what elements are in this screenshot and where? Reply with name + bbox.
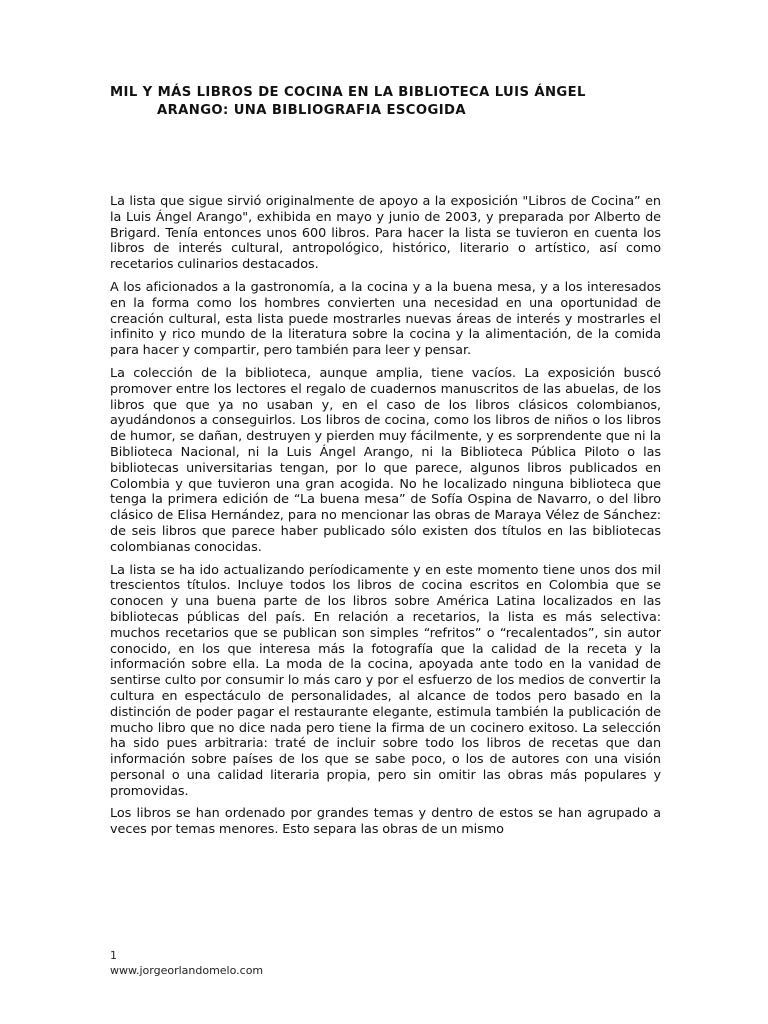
page-footer: [110, 948, 263, 978]
title-line-1: MIL Y MÁS LIBROS DE COCINA EN LA BIBLIOTECA LUIS ÁNGEL: [110, 85, 586, 100]
paragraph-3: La colección de la biblioteca, aunque amplia, tiene vacíos. La exposición buscó promover entre los lectores el regalo de cuadernos manuscritos de las abuelas, de los libros que que ya no usaban y, en el caso de los libros clásicos colombianos, ayudándonos a conseguirlos. Los libros de cocina, como los libros de niños o los libros de humor, se dañan, destruyen y pierden muy fácilmente, y es sorprendente que ni la Biblioteca Nacional, ni la Luis Ángel Arango, ni la Biblioteca Pública Piloto o las bibliotecas universitarias tengan, por lo que parece, algunos libros publicados en Colombia y que tuvieron una gran acogida. No he localizado ninguna biblioteca que tenga la primera edición de “La buena mesa” de Sofía Ospina de Navarro, o del libro clásico de Elisa Hernández, para no mencionar las obras de Maraya Vélez de Sánchez: de seis libros que parece haber publicado sólo existen dos títulos en las bibliotecas colombianas conocidas.: [110, 365, 661, 555]
document-title: [110, 84, 660, 120]
paragraph-2: A los aficionados a la gastronomía, a la cocina y a la buena mesa, y a los interesados en la forma como los hombres convierten una necesidad en una oportunidad de creación cultural, esta lista puede mostrarles nuevas áreas de interés y mostrarles el infinito y rico mundo de la literatura sobre la cocina y la alimentación, de la comida para hacer y compartir, pero también para leer y pensar.: [110, 279, 661, 359]
paragraph-1: La lista que sigue sirvió originalmente de apoyo a la exposición "Libros de Cocina” en la Luis Ángel Arango", exhibida en mayo y junio de 2003, y preparada por Alberto de Brigard. Tenía entonces unos 600 libros. Para hacer la lista se tuvieron en cuenta los libros de interés cultural, antropológico, histórico, literario o artístico, así como recetarios culinarios destacados.: [110, 194, 661, 273]
document-body: [110, 194, 661, 845]
paragraph-5: Los libros se han ordenado por grandes temas y dentro de estos se han agrupado a veces por temas menores. Esto separa las obras de un mismo: [110, 806, 661, 838]
paragraph-4: La lista se ha ido actualizando períodicamente y en este momento tiene unos dos mil trescientos títulos. Incluye todos los libros de cocina escritos en Colombia que se conocen y una buena parte de los libros sobre América Latina localizados en las bibliotecas públicas del país. En relación a recetarios, la lista es más selectiva: muchos recetarios que se publican son simples “refritos” o “recalentados”, sin autor conocido, en los que interesa más la fotografía que la calidad de la receta y la información sobre ella. La moda de la cocina, apoyada ante todo en la vanidad de sentirse culto por consumir lo más caro y por el esfuerzo de los medios de convertir la cultura en espectáculo de personalidades, al alcance de todos pero basado en la distinción de poder pagar el restaurante elegante, estimula también la publicación de mucho libro que no dice nada pero tiene la firma de un cocinero exitoso. La selección ha sido pues arbitraria: traté de incluir sobre todo los libros de recetas que dan información sobre países de los que se sabe poco, o los de autores con una visión personal o una calidad literaria propia, pero sin omitir las obras más populares y promovidas.: [110, 562, 661, 799]
title-line-2: ARANGO: UNA BIBLIOGRAFIA ESCOGIDA: [157, 103, 466, 118]
footer-website: www.jorgeorlandomelo.com: [110, 964, 264, 977]
page-number: 1: [110, 949, 117, 962]
